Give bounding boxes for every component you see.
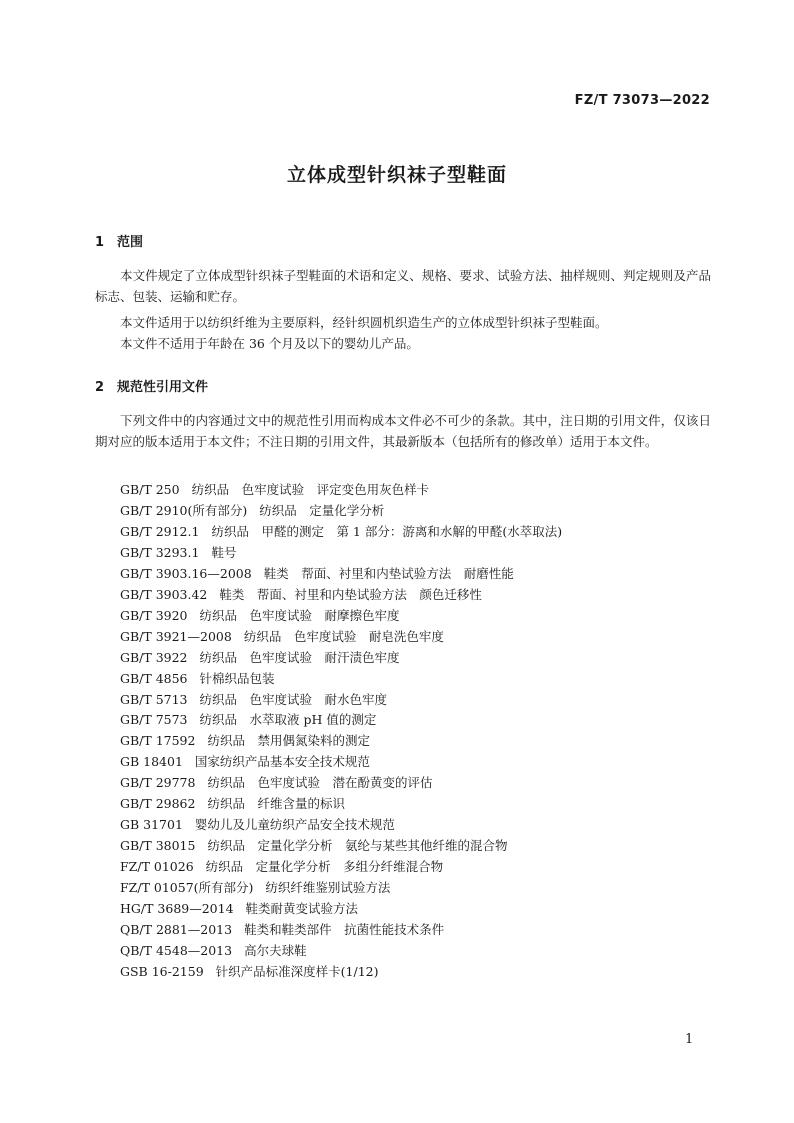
paragraph: 下列文件中的内容通过文中的规范性引用而构成本文件必不可少的条款。其中，注日期的引用文件，仅该日期对应的版本适用于本文件；不注日期的引用文件，其最新版本（包括所有的修改单）适用于本文件。: [95, 413, 711, 449]
reference-title: 纺织品 色牢度试验 耐水色牢度: [199, 691, 388, 707]
reference-item: [120, 857, 562, 878]
reference-item: [120, 920, 562, 941]
reference-code: GB/T 2912.1: [120, 523, 200, 539]
reference-code: FZ/T 01057(所有部分): [120, 880, 254, 896]
reference-item: [120, 878, 562, 899]
reference-title: 纺织品 水萃取液 pH 值的测定: [199, 712, 377, 728]
reference-item: [120, 836, 562, 857]
reference-code: GB/T 17592: [120, 733, 196, 749]
reference-code: GB 31701: [120, 817, 183, 833]
reference-title: 纺织品 色牢度试验 耐汗渍色牢度: [199, 649, 400, 665]
reference-title: 鞋类 帮面、衬里和内垫试验方法 耐磨性能: [263, 565, 514, 581]
reference-title: 婴幼儿及儿童纺织产品安全技术规范: [194, 817, 395, 833]
reference-item: [120, 690, 562, 711]
reference-title: 纺织纤维鉴别试验方法: [265, 880, 391, 896]
reference-code: GB/T 3293.1: [120, 544, 200, 560]
reference-code: GB/T 29778: [120, 775, 196, 791]
reference-title: 纺织品 色牢度试验 潜在酚黄变的评估: [207, 775, 433, 791]
section-title: 范围: [117, 235, 144, 250]
reference-title: 高尔夫球鞋: [244, 942, 307, 958]
reference-code: GB/T 3903.16—2008: [120, 565, 252, 581]
section-number: 1: [95, 235, 105, 250]
paragraph: 本文件规定了立体成型针织袜子型鞋面的术语和定义、规格、要求、试验方法、抽样规则、判定规则及产品标志、包装、运输和贮存。: [95, 268, 711, 304]
page-number: 1: [685, 1032, 694, 1047]
reference-title: 鞋类和鞋类部件 抗菌性能技术条件: [244, 922, 445, 938]
reference-item: [120, 710, 562, 731]
reference-title: 国家纺织产品基本安全技术规范: [194, 754, 370, 770]
reference-code: GB/T 38015: [120, 838, 196, 854]
reference-title: 针织产品标准深度样卡(1/12): [215, 963, 379, 979]
reference-title: 纺织品 纤维含量的标识: [207, 796, 345, 812]
paragraph: 本文件不适用于年龄在 36 个月及以下的婴幼儿产品。: [120, 336, 419, 351]
reference-title: 纺织品 禁用偶氮染料的测定: [207, 733, 370, 749]
reference-title: 鞋类 帮面、衬里和内垫试验方法 颜色迁移性: [219, 586, 482, 602]
reference-code: GB/T 29862: [120, 796, 196, 812]
reference-title: 纺织品 甲醛的测定 第 1 部分：游离和水解的甲醛(水萃取法): [211, 523, 563, 539]
reference-item: [120, 794, 562, 815]
section-heading-scope: [95, 231, 143, 250]
reference-item: [120, 669, 562, 690]
reference-title: 鞋号: [211, 544, 237, 560]
paragraph: 本文件适用于以纺织纤维为主要原料，经针织圆机织造生产的立体成型针织袜子型鞋面。: [120, 315, 608, 330]
reference-code: GB/T 2910(所有部分): [120, 502, 248, 518]
reference-title: 纺织品 色牢度试验 评定变色用灰色样卡: [191, 482, 430, 497]
reference-code: GB/T 3921—2008: [120, 628, 232, 644]
reference-title: 纺织品 定量化学分析 多组分纤维混合物: [205, 859, 444, 875]
reference-code: GSB 16-2159: [120, 963, 204, 979]
reference-title: 鞋类耐黄变试验方法: [245, 901, 359, 917]
reference-code: QB/T 4548—2013: [120, 942, 233, 958]
reference-code: GB/T 7573: [120, 712, 188, 728]
reference-item: [120, 627, 562, 648]
reference-code: HG/T 3689—2014: [120, 901, 234, 917]
reference-code: GB/T 4856: [120, 670, 188, 686]
reference-item: [120, 731, 562, 752]
reference-item: [120, 606, 562, 627]
reference-title: 针棉织品包装: [199, 670, 275, 686]
reference-code: GB/T 3920: [120, 607, 188, 623]
reference-item: [120, 564, 562, 585]
reference-item: [120, 480, 562, 501]
reference-item: [120, 752, 562, 773]
reference-item: [120, 962, 562, 983]
reference-code: FZ/T 01026: [120, 859, 194, 875]
reference-code: GB/T 3922: [120, 649, 188, 665]
reference-item: [120, 648, 562, 669]
reference-code: GB/T 3903.42: [120, 586, 208, 602]
standard-code: FZ/T 73073—2022: [574, 93, 710, 108]
reference-item: [120, 501, 562, 522]
reference-code: GB/T 250: [120, 482, 180, 497]
reference-title: 纺织品 色牢度试验 耐摩擦色牢度: [199, 607, 400, 623]
reference-item: [120, 522, 562, 543]
reference-item: [120, 585, 562, 606]
section-number: 2: [95, 380, 105, 395]
document-title: 立体成型针织袜子型鞋面: [286, 164, 507, 186]
reference-title: 纺织品 色牢度试验 耐皂洗色牢度: [243, 628, 444, 644]
reference-title: 纺织品 定量化学分析 氨纶与某些其他纤维的混合物: [207, 838, 508, 854]
reference-item: [120, 773, 562, 794]
section-heading-normative-references: [95, 376, 208, 395]
reference-item: [120, 941, 562, 962]
reference-code: GB/T 5713: [120, 691, 188, 707]
reference-item: [120, 815, 562, 836]
reference-item: [120, 899, 562, 920]
reference-code: QB/T 2881—2013: [120, 922, 233, 938]
reference-item: [120, 543, 562, 564]
reference-title: 纺织品 定量化学分析: [259, 502, 385, 518]
section-title: 规范性引用文件: [117, 380, 209, 395]
reference-list: [120, 480, 562, 983]
reference-code: GB 18401: [120, 754, 183, 770]
